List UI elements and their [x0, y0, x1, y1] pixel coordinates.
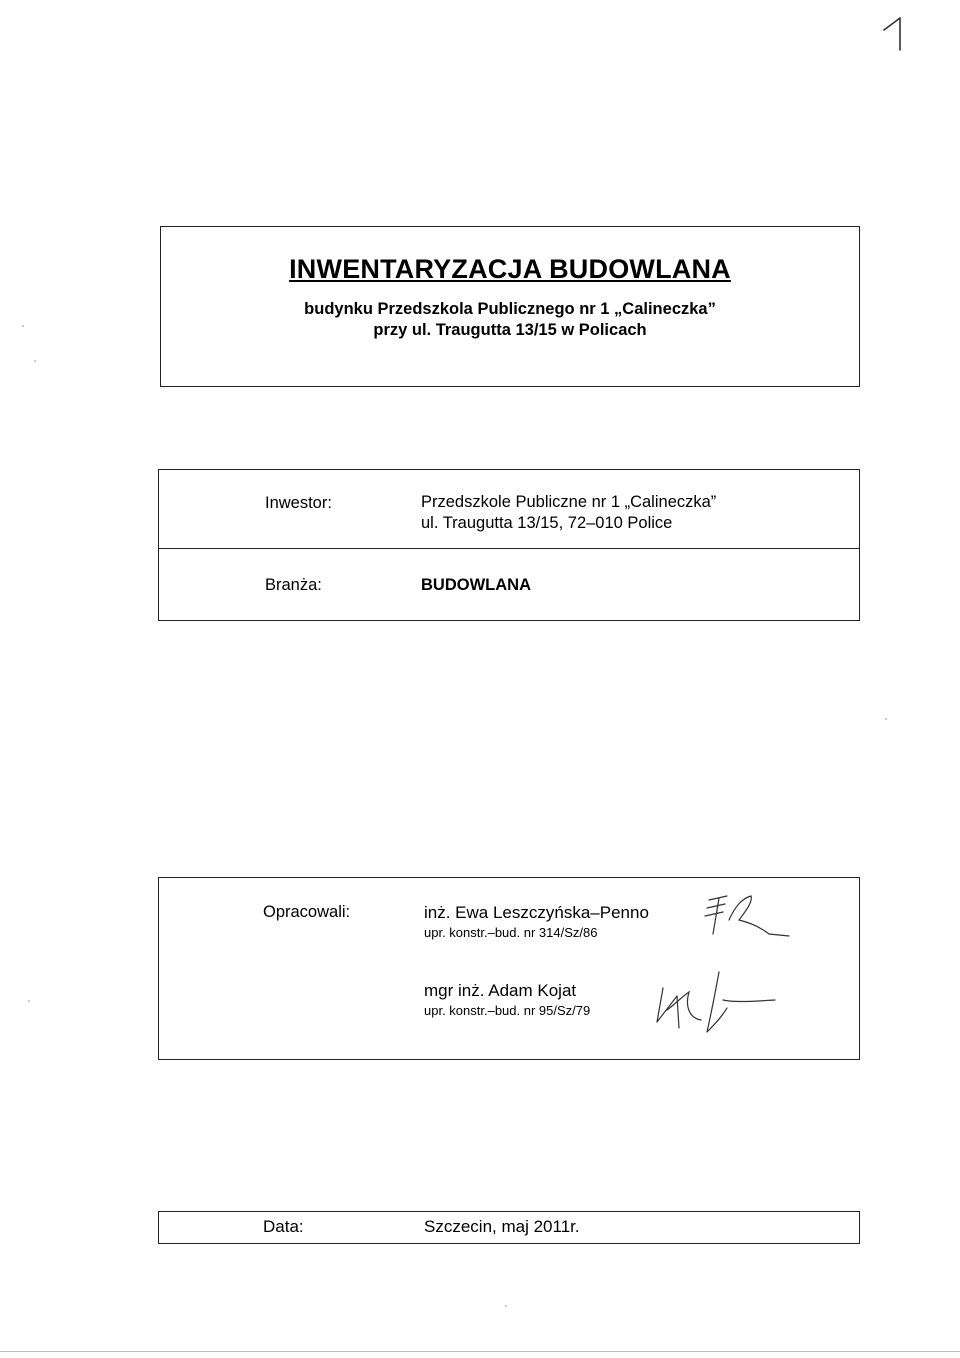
author-2-signature-icon: [649, 966, 779, 1046]
investor-info-box: [158, 469, 860, 621]
document-subtitle: [161, 299, 859, 341]
date-label: Data:: [263, 1217, 304, 1236]
date-value: Szczecin, maj 2011r.: [424, 1217, 580, 1236]
scan-edge-line: [0, 1351, 960, 1352]
scan-speck: [505, 1305, 507, 1307]
investor-label: Inwestor:: [265, 494, 332, 512]
branch-label: Branża:: [265, 576, 322, 594]
author-1-signature-icon: [679, 886, 799, 946]
author-1-license: upr. konstr.–bud. nr 314/Sz/86: [424, 925, 598, 940]
authors-box: [158, 877, 860, 1060]
author-2-name: mgr inż. Adam Kojat: [424, 981, 577, 1000]
scan-speck: [885, 718, 887, 720]
scan-speck: [22, 325, 24, 327]
document-title: INWENTARYZACJA BUDOWLANA: [289, 254, 731, 284]
author-2-license: upr. konstr.–bud. nr 95/Sz/79: [424, 1003, 591, 1018]
info-divider: [159, 548, 859, 549]
author-1-name: inż. Ewa Leszczyńska–Penno: [424, 903, 649, 922]
investor-name: Przedszkole Publiczne nr 1 „Calineczka”: [421, 493, 717, 511]
scan-speck: [28, 1000, 30, 1002]
date-box: [158, 1211, 860, 1244]
investor-value: [421, 492, 716, 534]
subtitle-line-2: przy ul. Traugutta 13/15 w Policach: [373, 321, 647, 339]
branch-value: BUDOWLANA: [421, 576, 531, 594]
investor-address: ul. Traugutta 13/15, 72–010 Police: [421, 514, 673, 532]
subtitle-line-1: budynku Przedszkola Publicznego nr 1 „Calineczka”: [304, 300, 716, 318]
authors-label: Opracowali:: [263, 903, 351, 921]
handwritten-page-number: [876, 8, 916, 52]
title-box: [160, 226, 860, 387]
scan-speck: [34, 360, 36, 362]
